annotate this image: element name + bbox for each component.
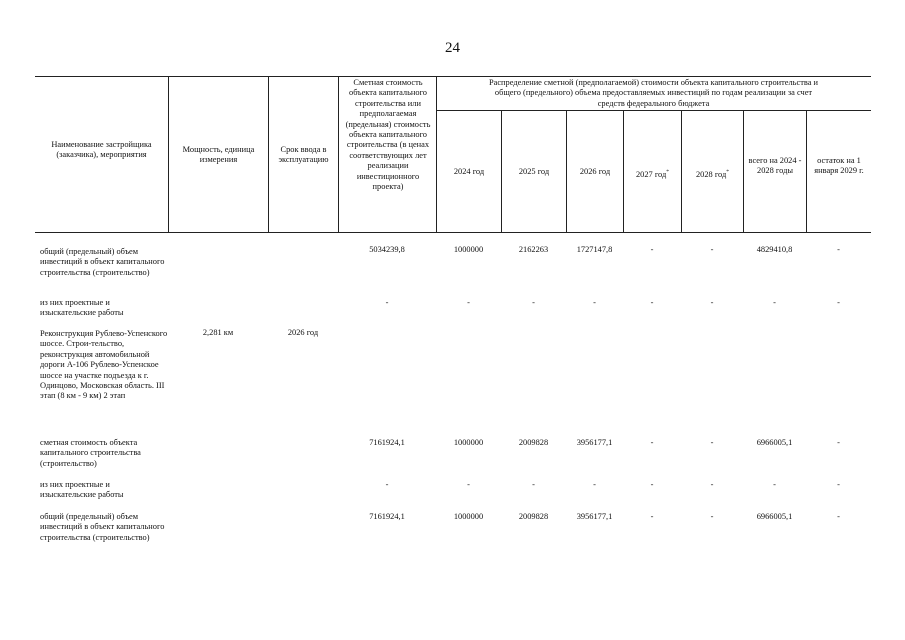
- row-value: -: [710, 298, 714, 307]
- row-value: -: [593, 480, 596, 489]
- col-rule: [743, 110, 744, 232]
- row-capacity: 2,281 км: [202, 328, 234, 337]
- row-value: -: [837, 438, 840, 447]
- row-value: -: [650, 512, 654, 521]
- header-capacity: Мощность, единица измерения: [182, 145, 255, 165]
- header-remainder: остаток на 1 января 2029 г.: [814, 156, 864, 176]
- row-value: -: [532, 298, 535, 307]
- row-name: общий (предельный) объем инвестиций в объект капитального строительства (строительство): [40, 512, 165, 542]
- header-2028-label: 2028 год: [695, 169, 727, 179]
- row-value: -: [710, 245, 714, 254]
- row-value: 1000000: [453, 438, 484, 447]
- col-rule: [268, 76, 269, 232]
- row-value: -: [650, 298, 654, 307]
- row-value: -: [650, 245, 654, 254]
- header-name: Наименование застройщика (заказчика), мероприятия: [51, 140, 152, 160]
- row-value: -: [837, 480, 840, 489]
- header-2027-label: 2027 год: [635, 169, 667, 179]
- row-value: -: [467, 298, 470, 307]
- row-value: -: [837, 245, 840, 254]
- row-commissioning: 2026 год: [287, 328, 319, 337]
- header-commissioning: Срок ввода в эксплуатацию: [278, 145, 329, 165]
- row-value: -: [837, 512, 840, 521]
- header-total: всего на 2024 - 2028 годы: [748, 156, 802, 176]
- row-value: 7161924,1: [369, 438, 405, 447]
- header-top-rule: [35, 76, 871, 77]
- row-value: -: [710, 438, 714, 447]
- row-name: из них проектные и изыскательские работы: [40, 298, 124, 318]
- row-value: -: [385, 480, 389, 489]
- row-value: -: [710, 512, 714, 521]
- col-rule: [436, 76, 437, 232]
- row-value: -: [467, 480, 470, 489]
- row-value: -: [532, 480, 535, 489]
- footnote-mark: *: [666, 169, 670, 175]
- footnote-mark: *: [726, 169, 730, 175]
- row-name: общий (предельный) объем инвестиций в объект капитального строительства (строительство): [40, 247, 165, 277]
- header-2028: [682, 167, 743, 180]
- row-name: из них проектные и изыскательские работы: [40, 480, 124, 500]
- header-2027: [624, 167, 681, 180]
- row-value: 2009828: [518, 438, 549, 447]
- row-value: 1000000: [453, 245, 484, 254]
- header-2024: 2024 год: [453, 167, 485, 176]
- row-value: 1727147,8: [576, 245, 613, 254]
- row-value: 5034239,8: [369, 245, 405, 254]
- row-value: 3956177,1: [576, 512, 613, 521]
- header-bottom-rule: [35, 232, 871, 233]
- row-value: 2009828: [518, 512, 549, 521]
- header-estimated-cost: Сметная стоимость объекта капитального строительства или предполагаемая (предельная) стоимость объекта капитального строительства (в ценах соответствующих лет реализации инвестиционного проекта): [345, 78, 431, 192]
- row-value: 3956177,1: [576, 438, 613, 447]
- row-value: -: [385, 298, 389, 307]
- col-rule: [338, 76, 339, 232]
- row-value: -: [710, 480, 714, 489]
- header-2025: 2025 год: [518, 167, 550, 176]
- col-rule: [806, 110, 807, 232]
- row-name: сметная стоимость объекта капитального строительства (строительство): [40, 438, 141, 468]
- page-number: 24: [445, 40, 460, 56]
- row-value: -: [773, 298, 776, 307]
- row-value: 7161924,1: [369, 512, 405, 521]
- row-value: 1000000: [453, 512, 484, 521]
- row-value: -: [837, 298, 840, 307]
- row-value: -: [650, 438, 654, 447]
- row-value: 4829410,8: [756, 245, 793, 254]
- col-rule: [168, 76, 169, 232]
- header-distribution: Распределение сметной (предполагаемой) стоимости объекта капитального строительства и общего (предельного) объема предоставляемых инвестиций по годам реализации за счет средств федерального бюджета: [488, 78, 819, 108]
- row-value: 2162263: [518, 245, 549, 254]
- row-value: -: [773, 480, 776, 489]
- row-value: 6966005,1: [756, 438, 793, 447]
- row-value: 6966005,1: [756, 512, 793, 521]
- row-value: -: [650, 480, 654, 489]
- row-name: Реконструкция Рублево-Успенского шоссе. Строи-тельство, реконструкция автомобильной дороги А-106 Рублево-Успенское шоссе на участке подъезда к г. Одинцово, Московская область. III этап (8 км - 9 км) 2 этап: [40, 329, 168, 401]
- row-value: -: [593, 298, 596, 307]
- header-2026: 2026 год: [579, 167, 611, 176]
